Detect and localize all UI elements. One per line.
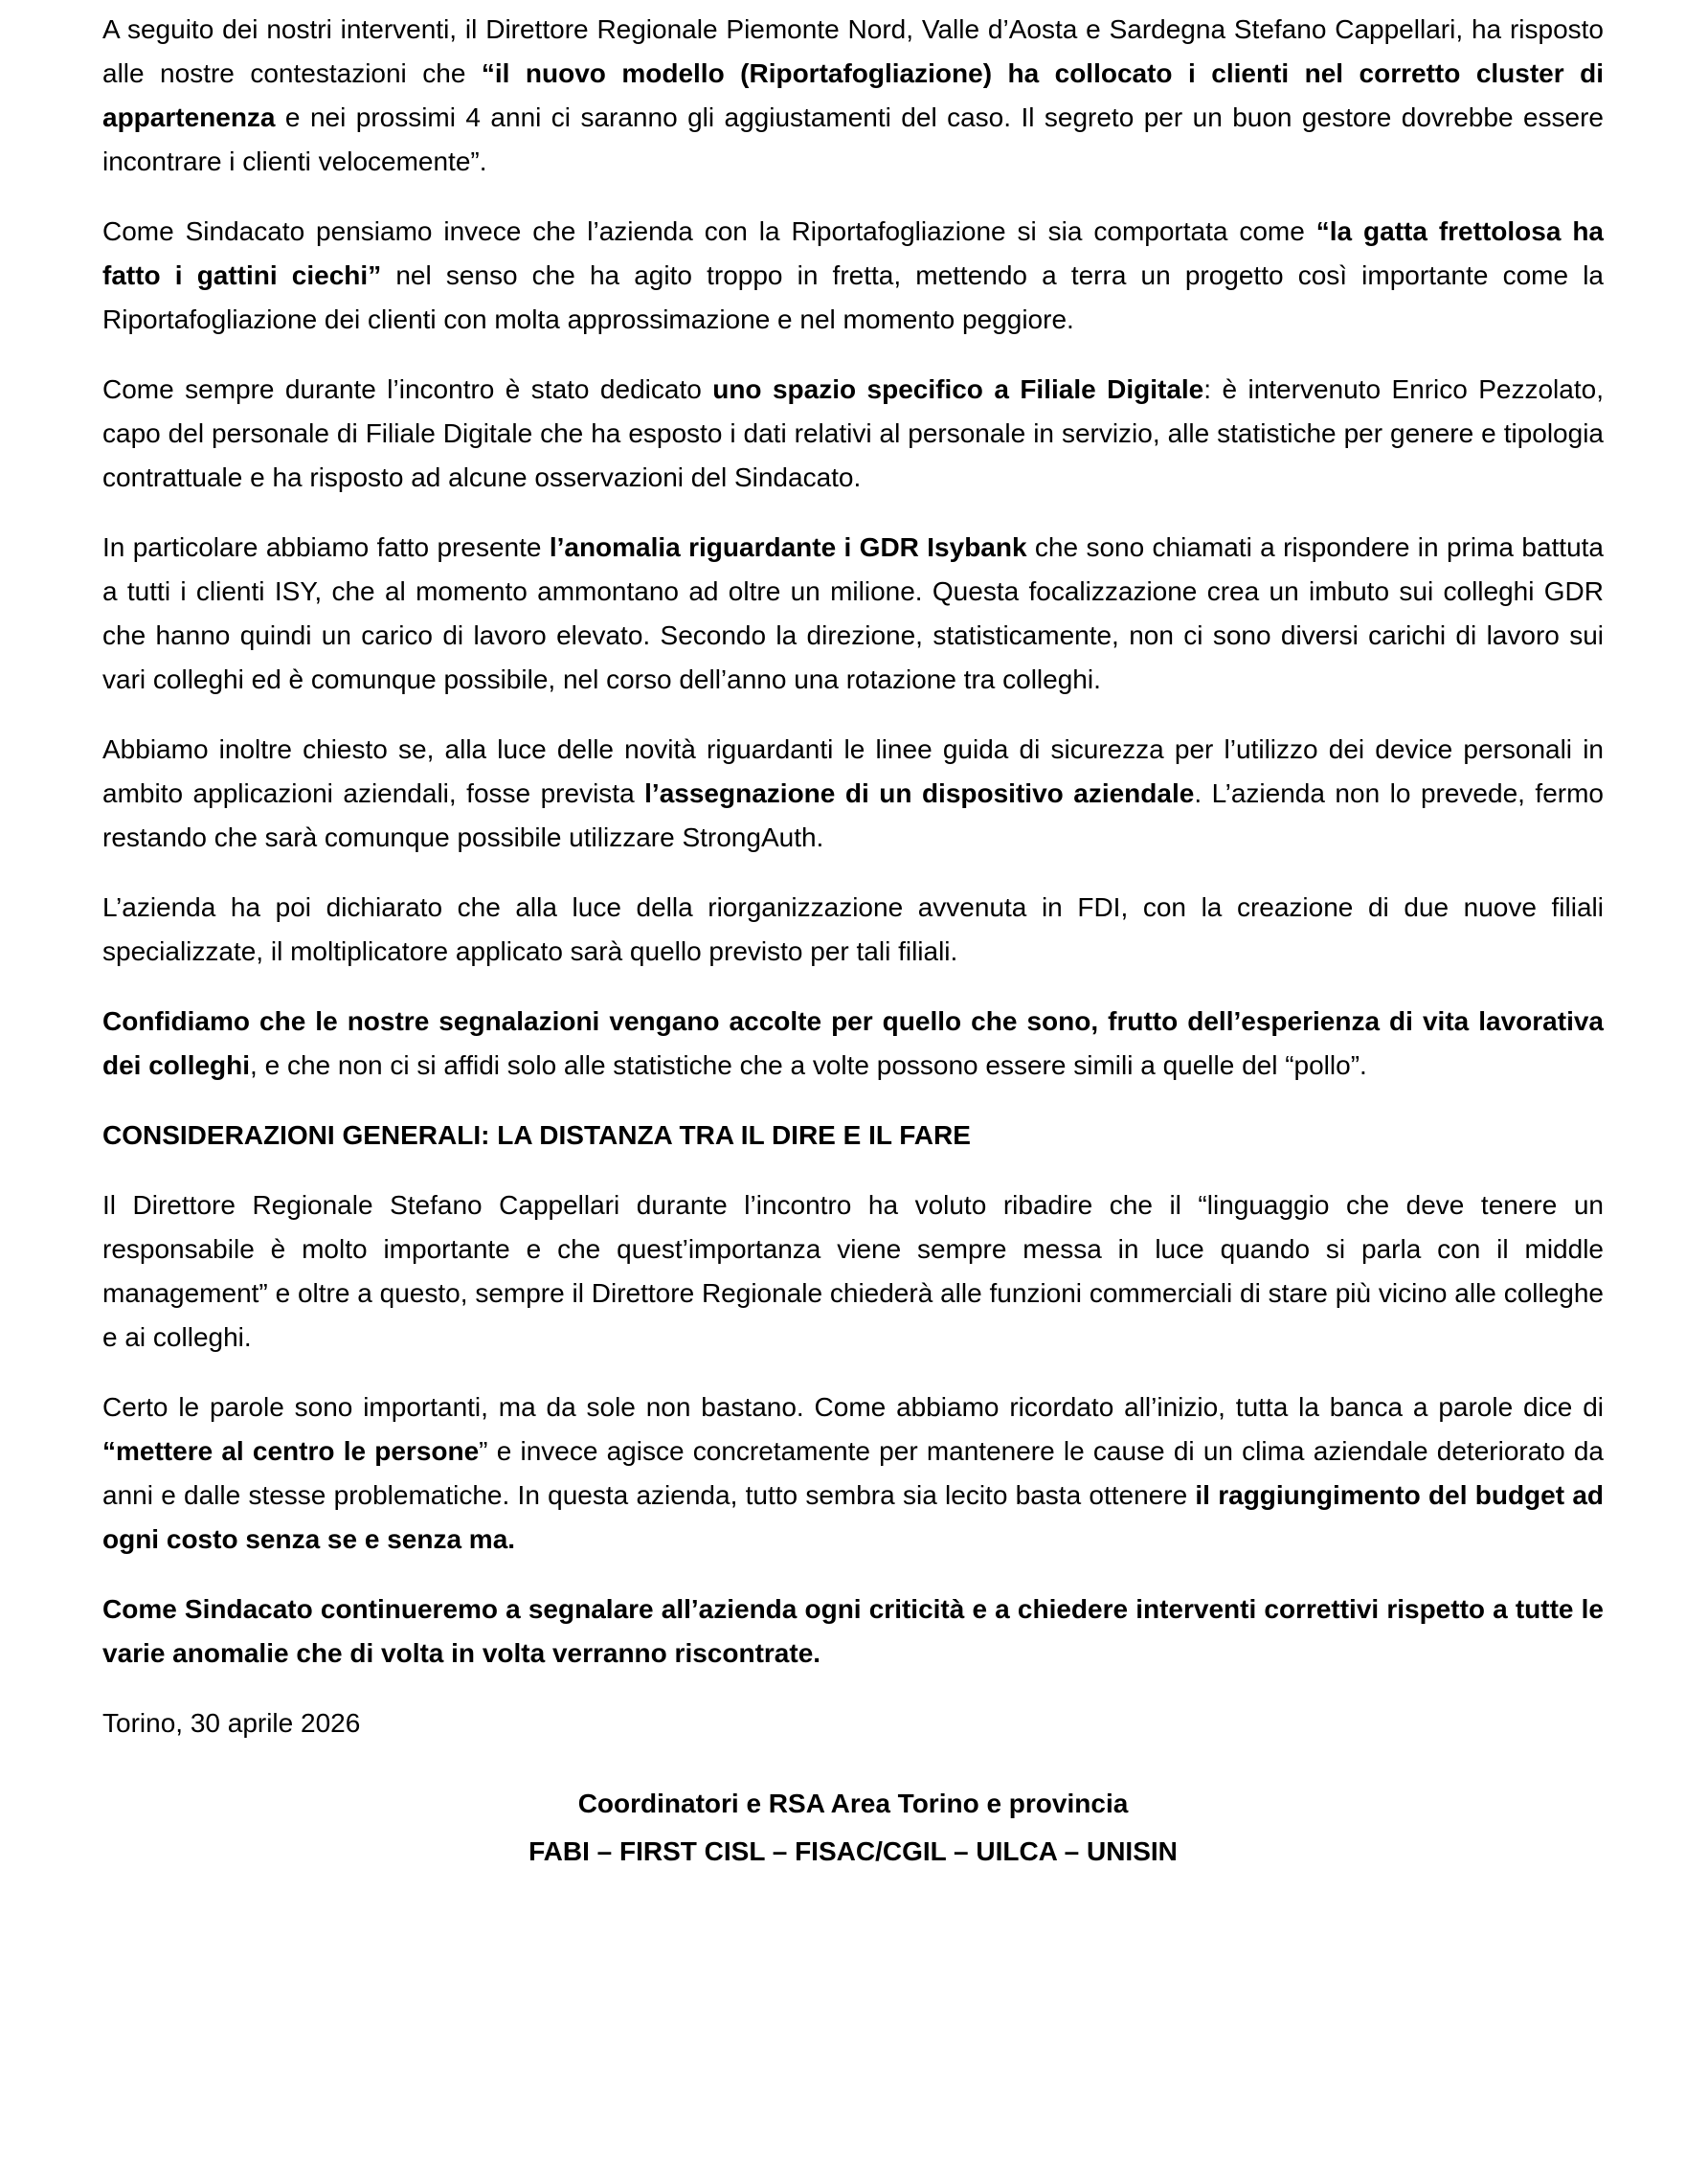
paragraph — [102, 728, 1604, 860]
text-run: ” e invece agisce concretamente per mantenere le cause di un clima aziendale deteriorato da anni e dalle stesse problematiche. In questa azienda, tutto sembra sia lecito basta ottenere — [102, 1436, 1604, 1510]
paragraph — [102, 210, 1604, 342]
bold-text-run: “mettere al centro le persone — [102, 1436, 480, 1466]
paragraph — [102, 368, 1604, 500]
text-run: e nei prossimi 4 anni ci saranno gli aggiustamenti del caso. Il segreto per un buon gestore dovrebbe essere incontrare i clienti velocemente”. — [102, 102, 1604, 176]
text-run: nel senso che ha agito troppo in fretta, mettendo a terra un progetto così importante come la Riportafogliazione dei clienti con molta approssimazione e nel momento peggiore. — [102, 260, 1604, 334]
footer-line-1: Coordinatori e RSA Area Torino e provincia — [577, 1789, 1129, 1818]
text-run: che sono chiamati a rispondere in prima battuta a tutti i clienti ISY, che al momento ammontano ad oltre un milione. Questa focalizzazione crea un imbuto sui colleghi GDR che hanno quindi un carico di lavoro elevato. Secondo la direzione, statisticamente, non ci sono diversi carichi di lavoro sui vari colleghi ed è comunque possibile, nel corso dell’anno una rotazione tra colleghi. — [102, 532, 1604, 694]
text-run: Come sempre durante l’incontro è stato dedicato — [102, 374, 713, 404]
bold-text-run: l’assegnazione di un dispositivo aziendale — [644, 778, 1195, 808]
bold-text-run: Come Sindacato continueremo a segnalare all’azienda ogni criticità e a chiedere interventi correttivi rispetto a tutte le varie anomalie che di volta in volta verranno riscontrate. — [102, 1594, 1604, 1668]
bold-text-run: l’anomalia riguardante i GDR Isybank — [549, 532, 1027, 562]
text-run: Il Direttore Regionale Stefano Cappellari durante l’incontro ha voluto ribadire che il “linguaggio che deve tenere un responsabile è molto importante e che quest’importanza viene sempre messa in luce quando si parla con il middle management” e oltre a questo, sempre il Direttore Regionale chiederà alle funzioni commerciali di stare più vicino alle colleghe e ai colleghi. — [102, 1190, 1604, 1352]
text-run: In particolare abbiamo fatto presente — [102, 532, 550, 562]
text-run: . L’azienda non lo prevede, fermo restando che sarà comunque possibile utilizzare StrongAuth. — [102, 778, 1604, 852]
date-line: Torino, 30 aprile 2026 — [102, 1708, 361, 1738]
footer-line-2: FABI – FIRST CISL – FISAC/CGIL – UILCA – UNISIN — [528, 1836, 1178, 1866]
paragraph — [102, 1183, 1604, 1360]
text-run: Abbiamo inoltre chiesto se, alla luce delle novità riguardanti le linee guida di sicurezza per l’utilizzo dei device personali in ambito applicazioni aziendali, fosse prevista — [102, 734, 1604, 808]
paragraph — [102, 1000, 1604, 1088]
bold-text-run: il raggiungimento del budget ad ogni costo senza se e senza ma. — [102, 1480, 1604, 1554]
paragraph — [102, 526, 1604, 702]
text-run: , e che non ci si affidi solo alle statistiche che a volte possono essere simili a quelle del “pollo”. — [250, 1050, 1367, 1080]
text-run: A seguito dei nostri interventi, il Direttore Regionale Piemonte Nord, Valle d’Aosta e Sardegna Stefano Cappellari, ha risposto alle nostre contestazioni che — [102, 14, 1604, 88]
footer — [102, 1780, 1604, 1876]
text-run: Certo le parole sono importanti, ma da sole non bastano. Come abbiamo ricordato all’inizio, tutta la banca a parole dice di — [102, 1392, 1604, 1422]
paragraph — [102, 8, 1604, 184]
bold-text-run: Confidiamo che le nostre segnalazioni vengano accolte per quello che sono, frutto dell’esperienza di vita lavorativa dei colleghi — [102, 1006, 1604, 1080]
paragraph — [102, 1385, 1604, 1562]
bold-text-run: “la gatta frettolosa ha fatto i gattini ciechi” — [102, 216, 1604, 290]
text-run: Come Sindacato pensiamo invece che l’azienda con la Riportafogliazione si sia comportata come — [102, 216, 1316, 246]
bold-text-run: “il nuovo modello (Riportafogliazione) ha collocato i clienti nel corretto cluster di appartenenza — [102, 58, 1604, 132]
text-run: L’azienda ha poi dichiarato che alla luce della riorganizzazione avvenuta in FDI, con la creazione di due nuove filiali specializzate, il moltiplicatore applicato sarà quello previsto per tali filiali. — [102, 892, 1604, 966]
bold-text-run: uno spazio specifico a Filiale Digitale — [712, 374, 1204, 404]
text-run: : è intervenuto Enrico Pezzolato, capo del personale di Filiale Digitale che ha esposto i dati relativi al personale in servizio, alle statistiche per genere e tipologia contrattuale e ha risposto ad alcune osservazioni del Sindacato. — [102, 374, 1604, 492]
section-heading: CONSIDERAZIONI GENERALI: LA DISTANZA TRA IL DIRE E IL FARE — [102, 1120, 971, 1150]
paragraph — [102, 886, 1604, 974]
paragraph — [102, 1587, 1604, 1676]
